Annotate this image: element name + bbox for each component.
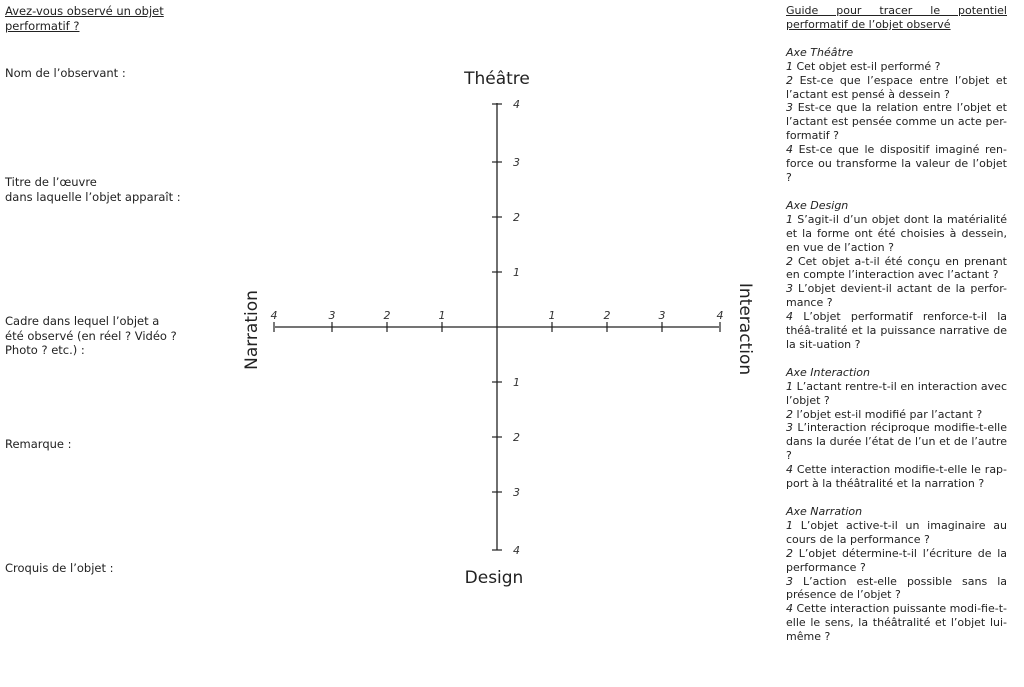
remark-label: Remarque : <box>5 437 72 451</box>
guide-question <box>786 213 1007 255</box>
question-number: 4 <box>786 310 793 324</box>
question-text: Est-ce que la relation entre l’objet et l’actant est pensée comme un acte per-formatif ? <box>786 101 1007 143</box>
guide-section <box>786 46 1007 185</box>
axis-tick-label-top: 2 <box>513 211 520 224</box>
question-text: Est-ce que l’espace entre l’objet et l’actant est pensé à dessein ? <box>786 73 1008 101</box>
guide-section <box>786 505 1007 644</box>
axis-tick-label-left: 3 <box>328 309 336 322</box>
guide-heading: Guide pour tracer le potentiel performatif de l’objet observé <box>786 4 1007 31</box>
question-text: Cet objet a-t-il été conçu en prenant en compte l’interaction avec l’actant ? <box>786 254 1007 282</box>
axis-tick-label-left: 1 <box>438 309 446 322</box>
axis-tick-label-top: 3 <box>513 156 520 169</box>
axis-tick-label-bottom: 2 <box>513 431 520 444</box>
question-text: L’objet active-t-il un imaginaire au cours de la performance ? <box>786 518 1007 546</box>
question-text: Cette interaction modifie-t-elle le rap-port à la théâtralité et la narration ? <box>786 463 1008 491</box>
guide-question <box>786 310 1007 352</box>
guide-question <box>786 547 1007 575</box>
question-text: S’agit-il d’un objet dont la matérialité et la forme ont été choisies à dessein, en vue de l’action ? <box>786 212 1008 254</box>
axis-tick-label-right: 1 <box>548 309 556 322</box>
guide-question <box>786 101 1007 143</box>
guide-section-title: Axe Narration <box>786 505 863 518</box>
axis-tick-label-right: 3 <box>658 309 666 322</box>
question-number: 4 <box>786 143 793 157</box>
question-number: 3 <box>786 574 793 588</box>
question-text: L’actant rentre-t-il en interaction avec l’objet ? <box>786 379 1007 407</box>
question-number: 3 <box>786 282 793 296</box>
question-text: L’objet détermine-t-il l’écriture de la performance ? <box>786 546 1007 574</box>
guide-question <box>786 60 1007 74</box>
question-number: 1 <box>786 212 793 226</box>
axis-label-narration: Narration <box>242 290 262 370</box>
guide-question <box>786 421 1007 463</box>
guide-question <box>786 519 1007 547</box>
guide-question <box>786 282 1007 310</box>
axis-tick-label-left: 4 <box>270 309 278 322</box>
guide-section-title: Axe Théâtre <box>786 45 854 59</box>
guide-section <box>786 199 1007 352</box>
question-number: 3 <box>786 421 793 435</box>
guide-question <box>786 463 1007 491</box>
guide-question <box>786 380 1007 408</box>
form-heading-text: Avez-vous observé un objet performatif ? <box>5 4 164 33</box>
question-number: 2 <box>786 546 793 560</box>
question-text: Cet objet est-il performé ? <box>796 59 941 73</box>
axis-tick-label-top: 1 <box>513 266 520 279</box>
question-text: Cette interaction puissante modi-fie-t-elle le sens, la théâtralité et l’objet lui-même ? <box>786 602 1007 644</box>
sketch-label: Croquis de l’objet : <box>5 561 114 575</box>
guide-section-title: Axe Interaction <box>786 365 870 379</box>
guide-panel <box>786 4 1007 658</box>
axis-label-theatre: Théâtre <box>464 69 530 89</box>
observer-label: Nom de l’observant : <box>5 66 126 80</box>
question-text: L’objet performatif renforce-t-il la théâ-tralité et la puissance narrative de la sit-uation ? <box>786 310 1007 351</box>
axis-tick-label-right: 4 <box>716 309 724 322</box>
question-number: 4 <box>786 602 793 616</box>
axis-tick-label-top: 4 <box>513 98 520 111</box>
guide-sections <box>786 46 1007 644</box>
axis-label-interaction: Interaction <box>735 282 755 376</box>
question-number: 2 <box>786 254 793 268</box>
guide-question <box>786 143 1007 185</box>
question-number: 2 <box>786 407 793 421</box>
question-number: 2 <box>786 73 793 87</box>
question-number: 4 <box>786 463 793 477</box>
axis-label-design: Design <box>464 568 524 588</box>
guide-section-title: Axe Design <box>786 198 849 212</box>
guide-question <box>786 408 1007 422</box>
frame-label: Cadre dans lequel l’objet a été observé (en réel ? Vidéo ? Photo ? etc.) : <box>5 314 177 357</box>
question-number: 1 <box>786 59 793 73</box>
question-text: L’action est-elle possible sans la présence de l’objet ? <box>786 574 1007 602</box>
question-number: 3 <box>786 101 793 115</box>
guide-question <box>786 602 1007 644</box>
axis-tick-label-bottom: 4 <box>513 544 520 557</box>
question-text: l’objet est-il modifié par l’actant ? <box>796 407 983 421</box>
question-number: 1 <box>786 379 793 393</box>
question-text: Est-ce que le dispositif imaginé ren-force ou transforme la valeur de l’objet ? <box>786 143 1007 184</box>
work-title-label-line1: Titre de l’œuvre <box>5 175 97 189</box>
guide-section <box>786 366 1007 491</box>
work-title-label-line2: dans laquelle l’objet apparaît : <box>5 189 181 204</box>
question-text: L’objet devient-il actant de la perfor-mance ? <box>786 282 1008 310</box>
axis-tick-label-bottom: 3 <box>513 486 520 499</box>
axis-tick-label-right: 2 <box>603 309 611 322</box>
guide-question <box>786 255 1007 283</box>
guide-question <box>786 74 1007 102</box>
guide-question <box>786 575 1007 603</box>
axis-tick-label-bottom: 1 <box>513 376 520 389</box>
question-number: 1 <box>786 518 793 532</box>
axis-tick-label-left: 2 <box>383 309 391 322</box>
question-text: L’interaction réciproque modifie-t-elle dans la durée l’état de l’un et de l’autre ? <box>786 421 1007 463</box>
